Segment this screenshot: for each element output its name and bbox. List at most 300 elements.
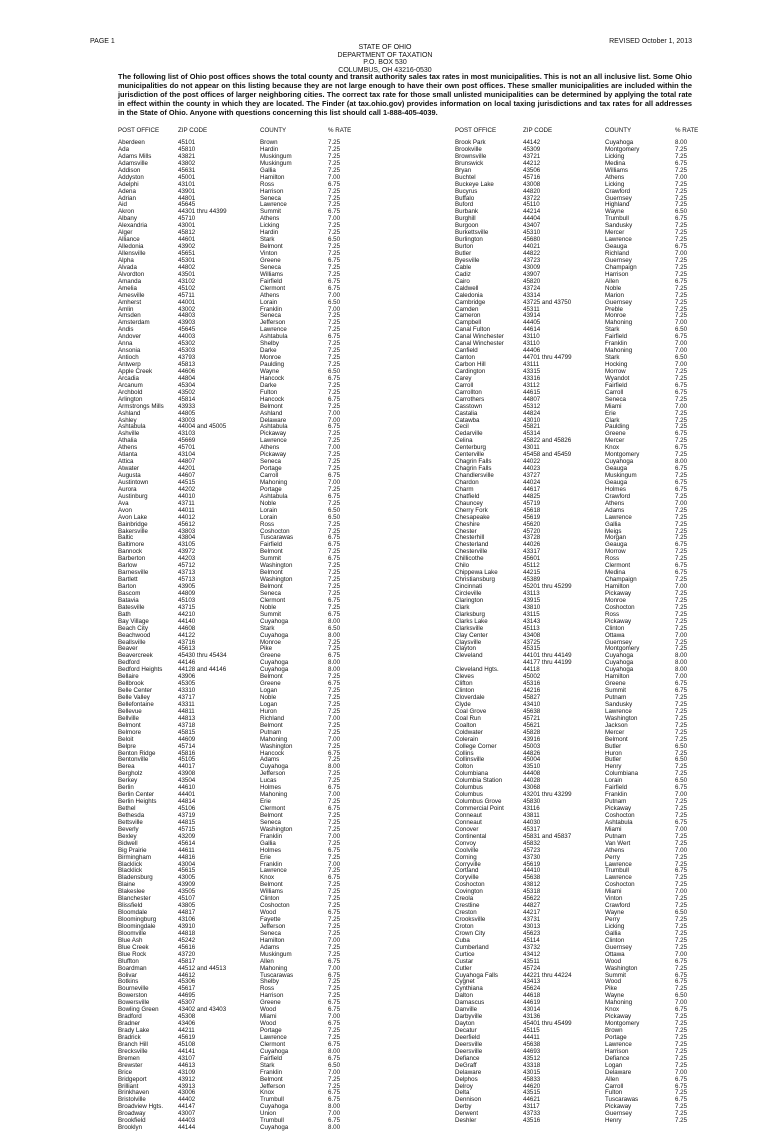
zip-code-cell: 45314 <box>523 430 541 438</box>
county-cell: Franklin <box>260 305 283 313</box>
post-office-cell: Bakersville <box>118 527 148 535</box>
zip-code-cell: 44801 <box>178 194 196 202</box>
zip-code-cell: 44212 <box>523 159 541 167</box>
zip-code-cell: 44012 <box>178 513 196 521</box>
post-office-cell: DeGraff <box>455 1061 477 1069</box>
county-cell: Wayne <box>605 208 625 216</box>
county-cell: Fayette <box>260 916 281 923</box>
county-cell: Van Wert <box>605 839 631 847</box>
rate-cell: 7.25 <box>328 770 341 778</box>
post-office-cell: Akron <box>118 208 135 216</box>
zip-code-cell: 44814 <box>178 798 196 806</box>
post-office-cell: Deshler <box>455 1117 477 1125</box>
rate-cell: 6.75 <box>328 749 341 757</box>
zip-code-cell: 44826 <box>523 749 541 757</box>
post-office-cell: Custar <box>455 957 474 965</box>
zip-code-cell: 45624 <box>523 985 541 993</box>
rate-cell: 6.75 <box>328 1020 341 1028</box>
post-office-cell: Bristolville <box>118 1096 146 1104</box>
post-office-cell: Columbus <box>455 784 483 792</box>
rate-cell: 7.25 <box>328 347 341 355</box>
county-cell: Belmont <box>605 735 628 743</box>
zip-code-cell: 45101 <box>178 139 196 146</box>
rate-cell: 7.25 <box>675 492 688 500</box>
post-office-cell: Bellbrook <box>118 680 144 688</box>
county-cell: Hancock <box>260 395 285 403</box>
rate-cell: 7.25 <box>675 596 688 604</box>
zip-code-cell: 43933 <box>178 402 196 410</box>
zip-code-cell: 43001 <box>178 222 196 230</box>
zip-code-cell: 45304 <box>178 381 196 389</box>
zip-code-cell: 45631 <box>178 166 196 174</box>
post-office-cell: Carrollton <box>455 388 482 396</box>
county-cell: Medina <box>605 569 626 577</box>
post-office-cell: Canal Fulton <box>455 326 491 334</box>
rate-cell: 6.75 <box>328 874 341 882</box>
zip-code-cell: 43803 <box>178 527 196 535</box>
post-office-cell: Bridgeport <box>118 1075 147 1083</box>
zip-code-cell: 44822 <box>523 250 541 257</box>
county-cell: Belmont <box>260 721 283 729</box>
zip-code-cell: 43715 <box>178 603 196 611</box>
zip-code-cell: 45110 <box>523 201 540 209</box>
zip-code-cell: 43111 <box>523 361 540 368</box>
post-office-cell: Amesville <box>118 291 145 299</box>
county-cell: Hancock <box>260 374 285 382</box>
county-cell: Portage <box>260 465 282 473</box>
county-cell: Harrison <box>605 1047 629 1055</box>
zip-code-cell: 44144 <box>178 1124 196 1132</box>
rate-cell: 7.00 <box>328 832 341 840</box>
rate-cell: 7.25 <box>675 721 688 729</box>
rate-cell: 6.50 <box>675 208 688 216</box>
post-office-cell: Arcanum <box>118 381 143 389</box>
post-office-cell: Beachwood <box>118 631 151 639</box>
rate-cell: 7.25 <box>675 472 688 479</box>
county-cell: Seneca <box>260 589 281 597</box>
zip-code-cell: 45107 <box>178 895 196 903</box>
zip-code-cell: 43506 <box>523 166 541 174</box>
post-office-cell: Alexandria <box>118 222 148 230</box>
rate-cell: 6.75 <box>675 478 688 486</box>
post-office-cell: Bexley <box>118 832 137 840</box>
county-cell: Belmont <box>260 243 283 251</box>
rate-cell: 7.25 <box>675 437 688 445</box>
rate-cell: 7.25 <box>675 811 688 819</box>
zip-code-cell: 44177 thru 44199 <box>523 659 572 667</box>
rate-cell: 7.00 <box>675 402 688 410</box>
post-office-cell: Catawba <box>455 416 480 424</box>
post-office-cell: Crown City <box>455 929 486 937</box>
post-office-cell: Carrothers <box>455 395 485 403</box>
county-cell: Trumbull <box>260 1117 284 1125</box>
rate-cell: 7.25 <box>675 860 688 868</box>
county-cell: Stark <box>605 354 620 362</box>
county-cell: Gallia <box>605 520 621 528</box>
post-office-cell: Corning <box>455 853 477 861</box>
county-cell: Clark <box>605 416 620 424</box>
post-office-cell: Armstrongs Mills <box>118 402 164 410</box>
zip-code-cell: 45645 <box>178 201 196 209</box>
rate-cell: 6.75 <box>328 284 341 292</box>
post-office-cell: Dalton <box>455 992 473 1000</box>
county-cell: Mahoning <box>260 964 288 972</box>
post-office-cell: Deersville <box>455 1040 483 1048</box>
county-cell: Miami <box>605 825 622 833</box>
post-office-cell: Bettsville <box>118 818 143 826</box>
county-cell: Licking <box>260 222 280 230</box>
post-office-cell: Ashtabula <box>118 423 146 431</box>
address-line: DEPARTMENT OF TAXATION <box>337 51 433 59</box>
rate-cell: 7.25 <box>675 707 688 715</box>
county-cell: Ottawa <box>605 950 625 958</box>
post-office-cell: Dennison <box>455 1096 482 1104</box>
zip-code-cell: 45638 <box>523 874 541 882</box>
post-office-cell: Buffalo <box>455 194 475 202</box>
post-office-cell: Columbiana <box>455 770 489 778</box>
zip-code-cell: 44807 <box>523 395 541 403</box>
county-cell: Guernsey <box>605 298 632 306</box>
county-cell: Sandusky <box>605 700 633 708</box>
county-cell: Mercer <box>605 229 625 237</box>
post-office-cell: Clarksburg <box>455 610 485 618</box>
zip-code-cell: 44701 thru 44799 <box>523 354 572 362</box>
county-cell: Guernsey <box>605 194 632 202</box>
county-cell: Clermont <box>605 562 631 570</box>
zip-code-cell: 44004 and 45005 <box>178 423 227 431</box>
county-cell: Clinton <box>260 895 280 903</box>
post-office-cell: Cumberland <box>455 943 489 951</box>
county-cell: Ashtabula <box>260 423 288 431</box>
post-office-cell: Conover <box>455 825 479 833</box>
county-cell: Montgomery <box>605 1020 640 1028</box>
zip-code-cell: 44816 <box>178 853 196 861</box>
county-cell: Ashtabula <box>605 818 633 826</box>
post-office-cell: Columbia Station <box>455 777 503 785</box>
county-cell: Adams <box>260 943 280 951</box>
zip-code-cell: 43916 <box>523 735 541 743</box>
rate-cell: 7.25 <box>675 201 688 209</box>
rate-cell: 7.25 <box>328 728 341 736</box>
zip-code-cell: 45815 <box>178 728 196 736</box>
rate-cell: 7.00 <box>675 347 688 355</box>
county-cell: Lawrence <box>260 201 287 209</box>
zip-code-cell: 43106 <box>178 916 196 923</box>
rate-cell: 7.25 <box>675 1054 688 1062</box>
rate-cell: 7.00 <box>328 291 341 299</box>
zip-code-cell: 44807 <box>178 458 196 466</box>
county-cell: Cuyahoga <box>260 659 289 667</box>
post-office-cell: Carroll <box>455 381 474 389</box>
county-cell: Williams <box>260 888 284 896</box>
post-office-cell: Cadiz <box>455 270 471 278</box>
rate-cell: 7.25 <box>328 742 341 750</box>
zip-code-cell: 45638 <box>523 707 541 715</box>
county-cell: Jefferson <box>260 770 286 778</box>
rate-cell: 7.00 <box>328 416 341 424</box>
zip-code-cell: 43733 <box>523 1110 541 1118</box>
zip-code-cell: 43511 <box>523 957 540 965</box>
zip-code-cell: 45103 <box>178 596 196 604</box>
rate-cell: 7.25 <box>328 263 341 271</box>
county-cell: Pickaway <box>605 1103 632 1111</box>
zip-code-cell: 43510 <box>523 763 541 771</box>
post-office-cell: Bethel <box>118 805 136 812</box>
zip-code-cell: 43014 <box>523 1006 541 1014</box>
zip-code-cell: 45828 <box>523 728 541 736</box>
zip-code-cell: 45115 <box>523 1027 540 1034</box>
zip-code-cell: 44010 <box>178 492 196 500</box>
rate-cell: 7.25 <box>328 929 341 937</box>
rate-cell: 7.25 <box>675 839 688 847</box>
county-cell: Belmont <box>260 548 283 556</box>
zip-code-cell: 43805 <box>178 902 196 910</box>
county-cell: Montgomery <box>605 145 640 153</box>
zip-code-cell: 43115 <box>523 610 540 618</box>
post-office-cell: Coldwater <box>455 728 483 736</box>
post-office-cell: Bellevue <box>118 707 142 715</box>
rate-cell: 7.25 <box>675 770 688 778</box>
post-office-cell: Cygnet <box>455 978 475 986</box>
rate-cell: 7.25 <box>675 1110 688 1118</box>
rate-cell: 7.25 <box>675 638 688 646</box>
post-office-cell: Ashland <box>118 409 141 417</box>
rate-cell: 6.75 <box>328 492 341 500</box>
county-cell: Fairfield <box>260 541 283 549</box>
intro-text-end: ) provides information on local taxing jurisdictions and tax rates for all addresses in the State of Ohio. Anyone with questions concerning this list should call 1-888-405-4039. <box>118 99 692 117</box>
col-rate: % RATE <box>328 127 352 134</box>
rate-cell: 7.00 <box>675 173 688 181</box>
post-office-cell: Clarks Lake <box>455 617 488 625</box>
post-office-cell: Collins <box>455 749 474 757</box>
zip-code-cell: 44122 <box>178 631 196 639</box>
rate-cell: 7.25 <box>675 589 688 597</box>
zip-code-cell: 43008 <box>523 180 541 188</box>
rate-cell: 7.25 <box>328 312 341 320</box>
zip-code-cell: 44693 <box>523 1047 541 1055</box>
post-office-cell: Avon <box>118 506 132 514</box>
rate-cell: 7.25 <box>328 354 341 362</box>
county-cell: Cuyahoga <box>260 763 289 771</box>
post-office-cell: Cameron <box>455 312 481 320</box>
post-office-cell: Ashley <box>118 416 137 424</box>
rate-cell: 6.75 <box>328 680 341 688</box>
county-cell: Knox <box>260 1089 275 1097</box>
zip-code-cell: 43721 <box>523 152 541 160</box>
county-cell: Wayne <box>605 992 625 1000</box>
zip-code-cell: 44401 <box>178 791 196 799</box>
post-office-cell: Cloverdale <box>455 694 485 701</box>
county-cell: Pickaway <box>260 451 287 459</box>
post-office-cell: Continental <box>455 832 487 840</box>
zip-code-cell: 43903 <box>178 319 196 327</box>
county-cell: Jefferson <box>260 922 286 930</box>
county-cell: Cuyahoga <box>260 617 289 625</box>
rate-cell: 6.75 <box>675 381 688 389</box>
rate-cell: 7.25 <box>675 763 688 771</box>
zip-code-cell: 43908 <box>178 770 196 778</box>
zip-code-cell: 44030 <box>523 818 541 826</box>
zip-code-cell: 43110 <box>523 340 540 348</box>
post-office-cell: Claysville <box>455 638 482 646</box>
zip-code-cell: 44221 thru 44224 <box>523 971 572 979</box>
rate-cell: 6.75 <box>328 1006 341 1014</box>
county-cell: Monroe <box>605 312 626 320</box>
rate-cell: 7.25 <box>328 902 341 910</box>
post-office-cell: Canal Winchester <box>455 340 504 348</box>
county-cell: Coshocton <box>605 811 635 819</box>
county-cell: Tuscarawas <box>260 534 294 542</box>
county-cell: Paulding <box>605 423 630 431</box>
zip-code-cell: 43316 <box>523 374 541 382</box>
rate-cell: 6.75 <box>328 555 341 563</box>
zip-code-cell: 43116 <box>523 805 540 812</box>
post-office-cell: Butler <box>455 250 472 257</box>
zip-code-cell: 44147 <box>178 1103 196 1111</box>
post-office-cell: Curtice <box>455 950 475 958</box>
county-cell: Medina <box>605 159 626 167</box>
county-cell: Geauga <box>605 478 628 486</box>
county-cell: Lawrence <box>605 707 632 715</box>
post-office-cell: Blue Ash <box>118 936 143 944</box>
finder-link[interactable]: tax.ohio.gov <box>358 99 402 108</box>
rate-cell: 7.25 <box>675 374 688 382</box>
county-cell: Seneca <box>260 194 281 202</box>
county-cell: Cuyahoga <box>605 139 634 146</box>
zip-code-cell: 43720 <box>178 950 196 958</box>
rate-cell: 7.25 <box>328 388 341 396</box>
county-cell: Greene <box>605 680 626 688</box>
county-cell: Union <box>260 1110 277 1118</box>
post-office-cell: Berkey <box>118 777 138 785</box>
county-cell: Geauga <box>605 243 628 251</box>
zip-code-cell: 45645 <box>178 326 196 334</box>
county-cell: Lawrence <box>260 326 287 334</box>
post-office-cell: Blanchester <box>118 895 151 903</box>
post-office-cell: Bergholz <box>118 770 143 778</box>
post-office-cell: Alliance <box>118 236 140 244</box>
zip-code-cell: 44811 <box>178 707 195 715</box>
post-office-cell: Brinkhaven <box>118 1089 149 1097</box>
county-cell: Belmont <box>260 569 283 577</box>
rate-cell: 8.00 <box>328 631 341 639</box>
county-cell: Mahoning <box>260 791 288 799</box>
county-cell: Allen <box>260 957 274 965</box>
post-office-cell: Bellville <box>118 714 139 722</box>
county-cell: Lorain <box>260 298 278 306</box>
post-office-cell: Amlin <box>118 305 134 313</box>
revised-date: REVISED October 1, 2013 <box>609 38 692 45</box>
zip-code-cell: 43713 <box>178 569 196 577</box>
county-cell: Shelby <box>260 340 279 348</box>
post-office-cell: Berlin <box>118 784 134 792</box>
rate-cell: 6.75 <box>328 805 341 812</box>
zip-code-cell: 43725 <box>523 638 541 646</box>
post-office-cell: Ansonia <box>118 347 141 355</box>
post-office-cell: Casstown <box>455 402 483 410</box>
rate-cell: 7.00 <box>328 478 341 486</box>
rate-cell: 7.25 <box>328 853 341 861</box>
county-cell: Cuyahoga <box>260 1103 289 1111</box>
county-cell: Athens <box>605 846 625 854</box>
zip-code-cell: 44203 <box>178 555 196 563</box>
zip-code-cell: 43112 <box>523 381 540 389</box>
county-cell: Stark <box>260 1061 275 1069</box>
post-office-cell: Cairo <box>455 277 470 285</box>
rate-cell: 7.25 <box>328 319 341 327</box>
rate-cell: 7.00 <box>675 583 688 590</box>
col-zip-code: ZIP CODE <box>178 127 208 134</box>
post-office-cell: Belpre <box>118 742 136 750</box>
col-post-office: POST OFFICE <box>455 127 497 134</box>
post-office-cell: Bannock <box>118 548 143 556</box>
post-office-cell: Cleveland <box>455 652 483 660</box>
zip-code-cell: 43110 <box>523 333 540 341</box>
county-cell: Putnam <box>260 728 282 736</box>
county-cell: Muskingum <box>260 152 292 160</box>
rate-cell: 6.75 <box>675 1006 688 1014</box>
zip-code-cell: 44024 <box>523 478 541 486</box>
rate-cell: 7.25 <box>328 187 341 195</box>
zip-code-cell: 45712 <box>178 562 196 570</box>
zip-code-cell: 45617 <box>178 985 196 993</box>
county-cell: Franklin <box>260 1068 283 1076</box>
rate-cell: 6.50 <box>328 624 341 632</box>
zip-code-cell: 44101 thru 44149 <box>523 652 572 660</box>
post-office-cell: Corryville <box>455 860 481 868</box>
rate-cell: 7.00 <box>328 791 341 799</box>
county-cell: Lawrence <box>605 860 632 868</box>
rate-cell: 8.00 <box>328 666 341 674</box>
county-cell: Clinton <box>605 936 625 944</box>
rate-cell: 7.25 <box>675 916 688 923</box>
county-cell: Washington <box>605 964 638 972</box>
county-cell: Henry <box>605 1117 622 1125</box>
county-cell: Stark <box>605 326 620 334</box>
post-office-cell: Clayton <box>455 645 476 653</box>
county-cell: Cuyahoga <box>260 1047 289 1055</box>
county-cell: Cuyahoga <box>605 652 634 660</box>
county-cell: Stark <box>260 624 275 632</box>
zip-code-cell: 44402 <box>178 1096 196 1104</box>
post-office-cell: Coryville <box>455 874 479 882</box>
county-cell: Pickaway <box>605 1013 632 1021</box>
rate-cell: 8.00 <box>328 1124 341 1132</box>
rate-cell: 7.25 <box>328 589 341 597</box>
county-cell: Hamilton <box>605 583 630 590</box>
rate-cell: 7.25 <box>328 700 341 708</box>
post-office-cell: Chillicothe <box>455 555 484 563</box>
rate-cell: 7.25 <box>328 777 341 785</box>
zip-code-cell: 43003 <box>178 416 196 424</box>
rate-cell: 7.25 <box>675 506 688 514</box>
zip-code-cell: 44405 <box>523 319 541 327</box>
zip-code-cell: 45310 <box>523 229 541 237</box>
rate-cell: 7.25 <box>328 673 341 681</box>
post-office-cell: Alger <box>118 229 133 237</box>
post-office-cell: Brookville <box>455 145 482 153</box>
post-office-cell: Bethesda <box>118 811 145 819</box>
county-cell: Greene <box>260 999 281 1007</box>
col-zip-code: ZIP CODE <box>523 127 553 134</box>
county-cell: Lawrence <box>260 1033 287 1041</box>
zip-code-cell: 43311 <box>178 700 195 708</box>
rate-cell: 6.75 <box>675 1075 688 1083</box>
post-office-cell: Conneaut <box>455 818 482 826</box>
post-office-cell: Centerburg <box>455 444 486 452</box>
rate-cell: 6.75 <box>675 1082 688 1090</box>
post-office-cell: Birmingham <box>118 853 152 861</box>
